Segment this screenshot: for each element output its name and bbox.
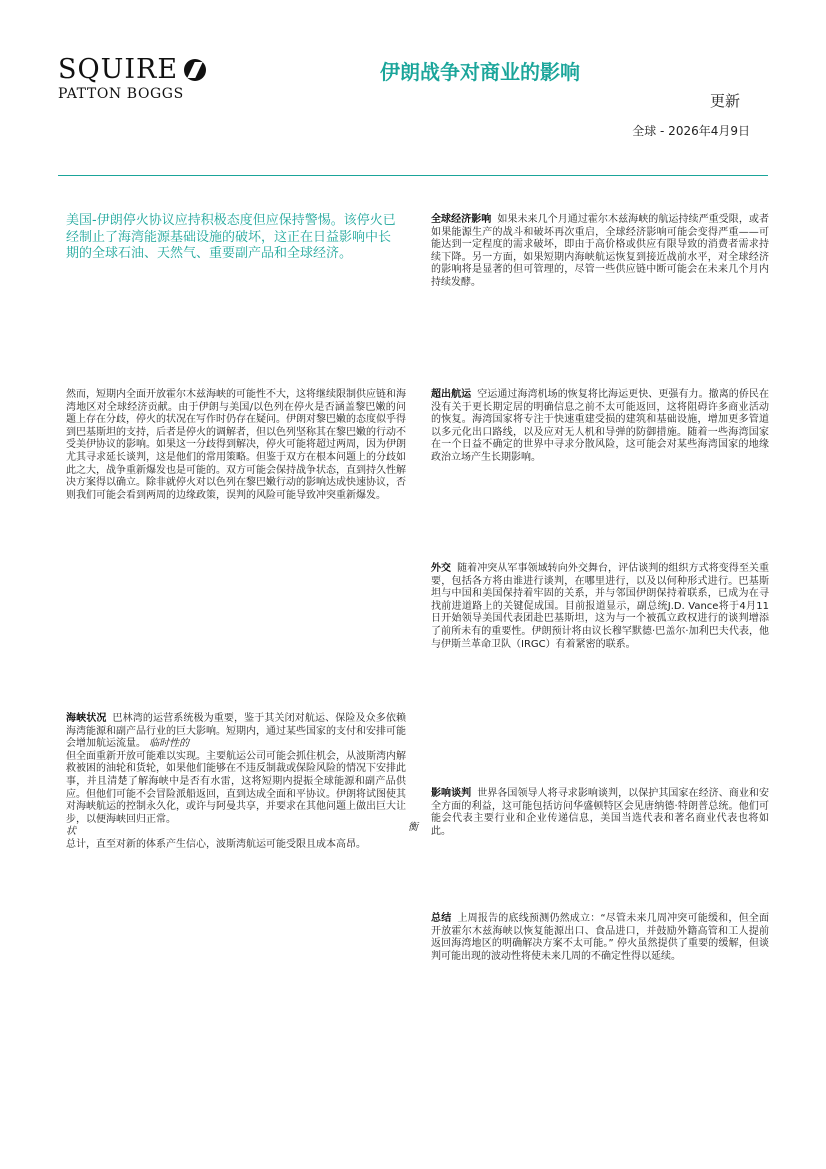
section-heading-strait-status: 海峡状况 [66, 713, 107, 724]
influence-negotiations-text: 世界各国领导人将寻求影响谈判，以保护其国家在经济、商业和安全方面的利益，这可能包括访问华盛顿特区会见唐纳德·特朗普总统。他们可能会代表主要行业和企业传递信息，美国当选代表和著名商业代表也将如此。 [431, 788, 769, 837]
section-strait-status [66, 713, 406, 852]
page-title: 伊朗战争对商业的影响 [380, 60, 580, 84]
margin-note: 衡 [408, 822, 418, 833]
section-heading-summary: 总结 [431, 913, 452, 924]
section-global-economy [431, 214, 769, 290]
section-heading-beyond-shipping: 超出航运 [431, 389, 472, 400]
summary-text: 上周报告的底线预测仍然成立：“尽管未来几周冲突可能缓和，但全面开放霍尔木兹海峡以恢复能源出口、食品进口，并鼓励外籍高管和工人提前返回海湾地区的明确解决方案不太可能。” 停火虽然提供了重要的缓解，但谈判可能出现的波动性将使未来几周的不确定性得以延续。 [431, 913, 770, 962]
logo-wordmark-patton-boggs: PATTON BOGGS [58, 86, 184, 102]
squire-patton-boggs-logo [58, 56, 208, 102]
dateline: 全球 - 2026年4月9日 [632, 124, 750, 138]
section-beyond-shipping [431, 389, 769, 465]
section-heading-global-economy: 全球经济影响 [431, 214, 492, 225]
beyond-shipping-text: 空运通过海湾机场的恢复将比海运更快、更强有力。撤离的侨民在没有关于更长期定居的明确信息之前不太可能返回，这将阻碍许多商业活动的恢复。海湾国家将专注于快速重建受损的建筑和基础设施，增加更多管道以多元化出口路线，以及应对无人机和导弹的防御措施。随着一些海湾国家在一个日益不确定的世界中寻求分散风险，这可能会对某些海湾国家的地缘政治立场产生长期影响。 [431, 389, 769, 463]
left-paragraph-ceasefire [66, 389, 406, 502]
section-diplomacy [431, 563, 769, 651]
strait-status-italic: 临时性的 [149, 738, 190, 750]
strait-status-italic-2: 状 [66, 826, 76, 838]
strait-status-text-c: 总计，直至对新的体系产生信心，波斯湾航运可能受限且成本高昂。 [66, 838, 366, 850]
section-heading-diplomacy: 外交 [431, 563, 452, 574]
section-summary [431, 913, 769, 963]
global-economy-text: 如果未来几个月通过霍尔木兹海峡的航运持续严重受限，或者如果能源生产的战斗和破坏再次重启，全球经济影响可能会变得严重——可能达到一定程度的需求破坏，即由于高价格或供应有限导致的消费者需求持续下降。另一方面，如果短期内海峡航运恢复到接近战前水平，对全球经济的影响将是显著的但可管理的，尽管一些供应链中断可能会在未来几个月内持续发酵。 [431, 214, 769, 288]
lead-summary: 美国-伊朗停火协议应持积极态度但应保持警惕。该停火已经制止了海湾能源基础设施的破坏，这正在日益影响中长期的全球石油、天然气、重要副产品和全球经济。 [66, 213, 396, 261]
strait-status-text-b: 但全面重新开放可能难以实现。主要航运公司可能会抓住机会，从波斯湾内解救被困的油轮和货轮，如果他们能够在不违反制裁或保险风险的情况下安排此事，并且清楚了解海峡中是否有水雷，这将短期内提振全球能源和副产品供应。但他们可能不会冒险派船返回，直到达成全面和平协议。伊朗将试图使其对海峡航运的控制永久化，或许与阿曼共享，并要求在其他问题上做出巨大让步，以便海峡回归正常。 [66, 750, 406, 825]
update-label: 更新 [709, 92, 740, 110]
section-heading-influence-negotiations: 影响谈判 [431, 788, 472, 799]
header-divider [58, 175, 768, 176]
diplomacy-text: 随着冲突从军事领域转向外交舞台，评估谈判的组织方式将变得至关重要，包括各方将由谁进行谈判，在哪里进行，以及以何种形式进行。巴基斯坦与中国和美国保持着牢固的关系，并与邻国伊朗保持着联系，已成为在寻找前进道路上的关键促成国。目前报道显示，副总统J.D. Vance将于4月11日开始领导美国代表团赴巴基斯坦，这为与一个被孤立政权进行的谈判增添了前所未有的重要性。伊朗预计将由议长穆罕默德·巴盖尔·加利巴夫代表，他与伊斯兰革命卫队（IRGC）有着紧密的联系。 [431, 563, 769, 650]
logo-mark-icon [184, 59, 206, 81]
left-paragraph-ceasefire-text: 然而，短期内全面开放霍尔木兹海峡的可能性不大，这将继续限制供应链和海湾地区对全球经济贡献。由于伊朗与美国/以色列在停火是否涵盖黎巴嫩的问题上存在分歧，停火的状况在写作时仍存在疑问。伊朗对黎巴嫩的态度似乎得到巴基斯坦的支持，后者是停火的调解者，但以色列坚称其在黎巴嫩的行动不受美伊协议的影响。如果这一分歧得到解决，停火可能将超过两周，因为伊朗尤其寻求延长谈判，这是他们的常用策略。但鉴于双方在根本问题上的分歧如此之大，战争重新爆发也是可能的。双方可能会保持战争状态，直到持久性解决方案得以确立。除非就停火对以色列在黎巴嫩行动的影响达成快速协议，否则我们可能会看到两周的边缘政策，误判的风险可能导致冲突重新爆发。 [66, 389, 406, 501]
logo-wordmark-squire: SQUIRE [58, 54, 179, 85]
strait-status-text-a: 巴林湾的运营系统极为重要，鉴于其关闭对航运、保险及众多依赖海湾能源和副产品行业的巨大影响。短期内，通过某些国家的支付和安排可能会增加航运流量。 [66, 713, 406, 750]
section-influence-negotiations [431, 788, 769, 838]
